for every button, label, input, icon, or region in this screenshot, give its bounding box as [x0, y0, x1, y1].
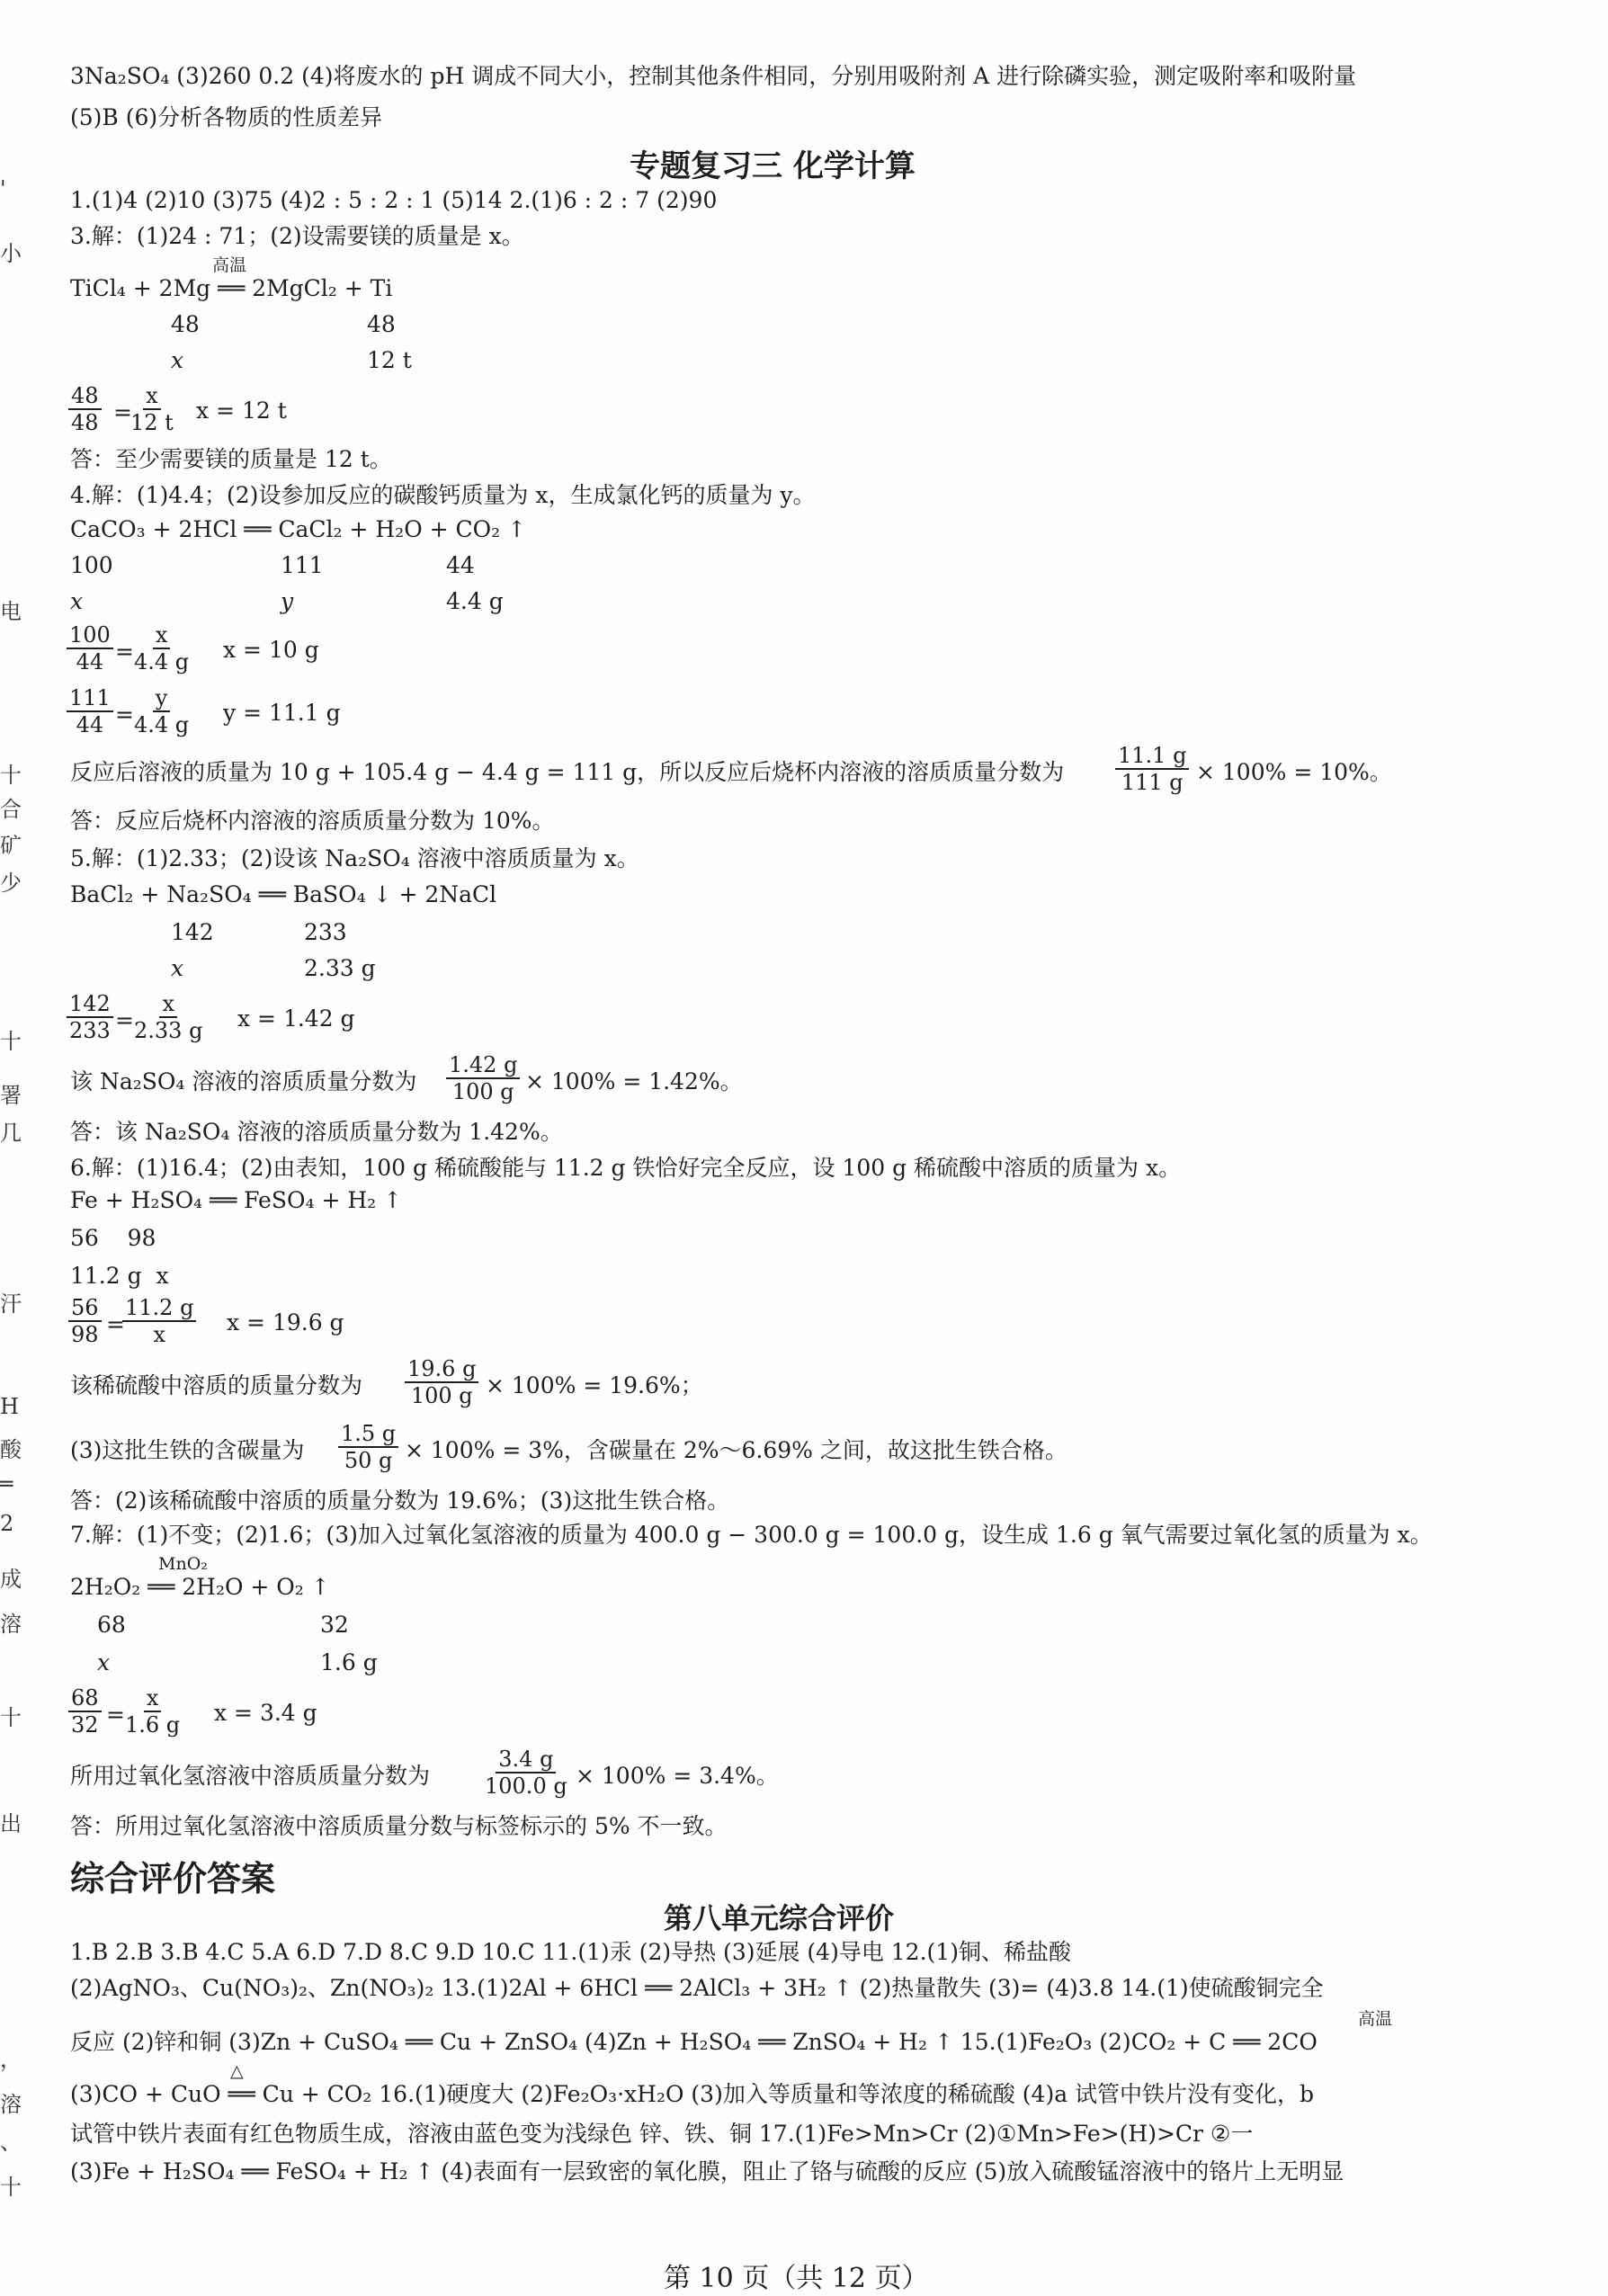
edge-glyph: 出 — [0, 1811, 22, 1836]
q7-answer: 答：所用过氧化氢溶液中溶质质量分数与标签标示的 5% 不一致。 — [70, 1813, 728, 1839]
q4-mass-fraction: $\frac{11.1 g}{111 g}$ — [1115, 745, 1189, 794]
q3-equation: TiCl₄ + 2Mg ══ 2MgCl₂ + Ti — [70, 275, 393, 301]
edge-glyph: 电 — [0, 599, 22, 624]
top-line-2: (5)B (6)分析各物质的性质差异 — [70, 104, 383, 130]
edge-glyph: 署 — [0, 1083, 22, 1108]
edge-glyph: 、 — [0, 2130, 22, 2155]
q5-r2b: 2.33 g — [304, 955, 376, 981]
q6-c3-post: × 100% = 3%，含碳量在 2%～6.69% 之间，故这批生铁合格。 — [405, 1437, 1068, 1463]
q3-answer: 答：至少需要镁的质量是 12 t。 — [70, 446, 392, 472]
edge-glyph: 酸 — [0, 1437, 22, 1462]
eval-line-4: (3)CO + CuO ══ Cu + CO₂ 16.(1)硬度大 (2)Fe₂O₃·xH₂O (3)加入等质量和等浓度的稀硫酸 (4)a 试管中铁片没有变化，b — [70, 2081, 1315, 2107]
q4-fraction-1: $\frac{100}{44}$ — [67, 624, 113, 674]
eval-line-6: (3)Fe + H₂SO₄ ══ FeSO₄ + H₂ ↑ (4)表面有一层致密的氧化膜，阻止了铬与硫酸的反应 (5)放入硫酸锰溶液中的铬片上无明显 — [70, 2158, 1344, 2184]
q3-fraction-b: $\frac{x}{12 t}$ — [130, 383, 174, 436]
q4-r1a: 100 — [70, 552, 113, 578]
q5-fraction-1: $\frac{142}{233}$ — [67, 993, 113, 1042]
q7-result: x = 3.4 g — [214, 1700, 317, 1726]
edge-glyph: H — [0, 1394, 19, 1419]
q6-r1: 56 98 — [70, 1225, 156, 1251]
q4-r2c: 4.4 g — [446, 588, 504, 614]
q5-frac-post: × 100% = 1.42%。 — [525, 1068, 743, 1094]
q4-r2a: x — [70, 588, 84, 614]
q4-equation: CaCO₃ + 2HCl ══ CaCl₂ + H₂O + CO₂ ↑ — [70, 516, 527, 542]
q5-frac-text: 该 Na₂SO₄ 溶液的溶质质量分数为 — [70, 1068, 417, 1094]
q3-r1a: 48 — [171, 311, 200, 337]
edge-glyph: 几 — [0, 1121, 22, 1146]
edge-glyph: 十 — [0, 763, 22, 788]
edge-glyph: 成 — [0, 1567, 22, 1592]
q6-c3-fraction: $\frac{1.5 g}{50 g}$ — [338, 1423, 398, 1472]
edge-glyph: ， — [0, 2047, 22, 2072]
q5-result: x = 1.42 g — [237, 1005, 355, 1032]
eval-line-1: 1.B 2.B 3.B 4.C 5.A 6.D 7.D 8.C 9.D 10.C 11.(1)汞 (2)导热 (3)延展 (4)导电 12.(1)铜、稀盐酸 — [70, 1939, 1071, 1965]
q7-r2b: 1.6 g — [320, 1649, 378, 1675]
top-line-1: 3Na₂SO₄ (3)260 0.2 (4)将废水的 pH 调成不同大小，控制其他条件相同，分别用吸附剂 A 进行除磷实验，测定吸附率和吸附量 — [70, 63, 1357, 89]
q4-r1b: 111 — [281, 552, 324, 578]
q6-fraction-3: $\frac{19.6 g}{100 g}$ — [405, 1358, 478, 1407]
q7-fraction-3: $\frac{3.4 g}{100.0 g}$ — [485, 1747, 567, 1800]
q4-fraction-3: $\frac{111}{44}$ — [67, 687, 113, 737]
q5-r2a: x — [171, 955, 184, 981]
q5-equation: BaCl₂ + Na₂SO₄ ══ BaSO₄ ↓ + 2NaCl — [70, 881, 497, 907]
q3-r2b: 12 t — [367, 347, 412, 373]
q7-r1a: 68 — [97, 1612, 126, 1638]
q3-condition: 高温 — [212, 255, 247, 275]
edge-glyph: 溶 — [0, 1612, 22, 1637]
q6-r2: 11.2 g x — [70, 1263, 169, 1289]
q7-frac-post: × 100% = 3.4%。 — [576, 1763, 779, 1789]
edge-glyph: 合 — [0, 797, 22, 822]
eval-line-5: 试管中铁片表面有红色物质生成，溶液由蓝色变为浅绿色 锌、铁、铜 17.(1)Fe>Mn>Cr (2)①Mn>Fe>(H)>Cr ②一 — [70, 2121, 1254, 2147]
eval-l4-condition: △ — [230, 2061, 244, 2081]
q3-fraction-a: $\frac{48}{48}$ — [68, 385, 102, 434]
q4-result-2: y = 11.1 g — [223, 700, 341, 726]
q4-mass-text: 反应后溶液的质量为 10 g + 105.4 g − 4.4 g = 111 g，所以反应后烧杯内溶液的溶质质量分数为 — [70, 759, 1065, 785]
q4-answer: 答：反应后烧杯内溶液的溶质质量分数为 10%。 — [70, 808, 555, 834]
eval-line-3: 反应 (2)锌和铜 (3)Zn + CuSO₄ ══ Cu + ZnSO₄ (4)Zn + H₂SO₄ ══ ZnSO₄ + H₂ ↑ 15.(1)Fe₂O₃ (2)CO₂ + C ══ 2CO — [70, 2029, 1318, 2055]
q6-head: 6.解：(1)16.4；(2)由表知，100 g 稀硫酸能与 11.2 g 铁恰好完全反应，设 100 g 稀硫酸中溶质的质量为 x。 — [70, 1155, 1182, 1181]
q5-r1b: 233 — [304, 919, 347, 945]
section-title: 专题复习三 化学计算 — [630, 148, 916, 184]
q5-answer: 答：该 Na₂SO₄ 溶液的溶质质量分数为 1.42%。 — [70, 1119, 563, 1145]
eval-heading: 综合评价答案 — [70, 1859, 276, 1898]
edge-glyph: 十 — [0, 1029, 22, 1054]
q7-fraction-1: $\frac{68}{32}$ — [68, 1687, 102, 1737]
q4-fraction-2: $\frac{x}{4.4 g}$ — [134, 622, 190, 675]
q7-head: 7.解：(1)不变；(2)1.6；(3)加入过氧化氢溶液的质量为 400.0 g − 300.0 g = 100.0 g，设生成 1.6 g 氧气需要过氧化氢的质量为 x。 — [70, 1522, 1433, 1548]
unit-title: 第八单元综合评价 — [664, 1901, 895, 1935]
q6-answer: 答：(2)该稀硫酸中溶质的质量分数为 19.6%；(3)这批生铁合格。 — [70, 1487, 730, 1514]
eval-l3-condition: 高温 — [1358, 2009, 1393, 2029]
q7-r2a: x — [97, 1649, 111, 1675]
edge-glyph: 汗 — [0, 1291, 22, 1317]
q6-fraction-1: $\frac{56}{98}$ — [68, 1297, 102, 1346]
edge-glyph: 小 — [0, 241, 22, 266]
q5-head: 5.解：(1)2.33；(2)设该 Na₂SO₄ 溶液中溶质质量为 x。 — [70, 845, 639, 871]
q6-c3-text: (3)这批生铁的含碳量为 — [70, 1437, 305, 1463]
edge-glyph: ' — [0, 176, 6, 201]
edge-glyph: 溶 — [0, 2092, 22, 2117]
edge-glyph: 2 — [0, 1511, 14, 1536]
q6-equation: Fe + H₂SO₄ ══ FeSO₄ + H₂ ↑ — [70, 1187, 403, 1213]
q6-fraction-2: $\frac{11.2 g}{x}$ — [122, 1297, 196, 1346]
page-footer: 第 10 页（共 12 页） — [664, 2263, 929, 2294]
q6-frac-post: × 100% = 19.6%； — [486, 1372, 703, 1398]
q4-result-1: x = 10 g — [223, 637, 319, 663]
q4-r2b: y — [281, 588, 294, 614]
q7-equation: 2H₂O₂ ══ 2H₂O + O₂ ↑ — [70, 1574, 330, 1600]
q3-head: 3.解：(1)24 : 71；(2)设需要镁的质量是 x。 — [70, 223, 524, 249]
edge-glyph: 少 — [0, 871, 22, 896]
q4-head: 4.解：(1)4.4；(2)设参加反应的碳酸钙质量为 x，生成氯化钙的质量为 y。 — [70, 482, 816, 508]
edge-glyph: 十 — [0, 1705, 22, 1730]
eval-line-2: (2)AgNO₃、Cu(NO₃)₂、Zn(NO₃)₂ 13.(1)2Al + 6HCl ══ 2AlCl₃ + 3H₂ ↑ (2)热量散失 (3)= (4)3.8 14.(1)使硫酸铜完全 — [70, 1975, 1324, 2001]
q5-fraction-3: $\frac{1.42 g}{100 g}$ — [446, 1054, 520, 1103]
q7-condition: MnO₂ — [158, 1554, 208, 1574]
edge-glyph: 矿 — [0, 833, 22, 858]
q6-frac-text: 该稀硫酸中溶质的质量分数为 — [70, 1372, 363, 1398]
q7-fraction-2: $\frac{x}{1.6 g}$ — [125, 1685, 181, 1738]
q5-r1a: 142 — [171, 919, 214, 945]
q7-frac-text: 所用过氧化氢溶液中溶质质量分数为 — [70, 1763, 431, 1789]
q1-q2-answers: 1.(1)4 (2)10 (3)75 (4)2 : 5 : 2 : 1 (5)14 2.(1)6 : 2 : 7 (2)90 — [70, 187, 718, 213]
q7-r1b: 32 — [320, 1612, 349, 1638]
q5-fraction-2: $\frac{x}{2.33 g}$ — [134, 991, 203, 1044]
q4-fraction-4: $\frac{y}{4.4 g}$ — [134, 685, 190, 738]
q3-r2a: x — [171, 347, 184, 373]
q4-mass-post: × 100% = 10%。 — [1196, 759, 1392, 785]
edge-glyph: ═ — [0, 1471, 13, 1496]
q4-r1c: 44 — [446, 552, 475, 578]
q3-result: x = 12 t — [196, 398, 287, 424]
q3-r1b: 48 — [367, 311, 396, 337]
edge-glyph: 十 — [0, 2175, 22, 2200]
q6-result: x = 19.6 g — [227, 1309, 344, 1336]
